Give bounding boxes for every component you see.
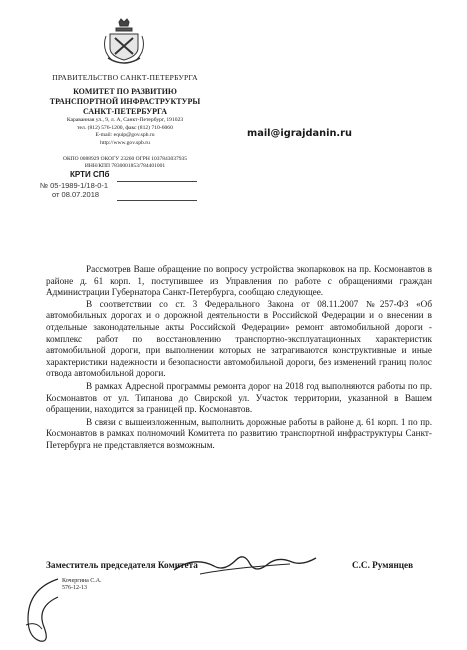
registry-codes [30,156,220,170]
paragraph-4: В связи с вышеизложенным, выполнить дорожные работы в районе д. 61 корп. 1 по пр. Космонавтов в рамках полномочий Комитета по развитию транспортной инфраструктуры Санкт-Петербурга не представляется возможным. [46,416,432,450]
government-name: ПРАВИТЕЛЬСТВО САНКТ-ПЕТЕРБУРГА [52,73,198,82]
registration-date: от 08.07.2018 [52,190,100,199]
committee-contacts [30,117,220,147]
phone-fax-line: тел. (812) 576-1200, факс (812) 710-6060 [77,124,173,131]
email-line: E-mail: equip@gov.spb.ru [95,132,155,139]
registration-number-line [117,181,197,182]
recipient-email: mail@igrajdanin.ru [247,128,352,139]
signatory-title: Заместитель председателя Комитета [46,560,198,570]
committee-line-1: КОМИТЕТ ПО РАЗВИТИЮ [73,87,177,96]
address-line: Караванная ул., 9, л. А, Санкт-Петербург, 191023 [66,117,184,123]
committee-line-2: ТРАНСПОРТНОЙ ИНФРАСТРУКТУРЫ [49,97,201,106]
website-line: http://www.gov.spb.ru [100,139,150,146]
codes-line-2: ИНН/КПП 7830001853/784401001 [84,163,166,169]
committee-name [30,87,220,117]
registration-number: № 05-1989-1/18-0-1 [40,181,109,190]
letter-body [46,264,432,452]
executor-phone: 576-12-13 [62,585,87,592]
codes-line-1: ОКПО 0088929 ОКОГУ 23260 ОГРН 1037843037935 [63,156,187,162]
paragraph-1: Рассмотрев Ваше обращение по вопросу устройства экопарковок на пр. Космонавтов в районе д. 61 корп. 1, поступившее из Управления по работе с обращениями граждан Администрации Губернатора Санкт-Петербурга, сообщаю следующее. [46,264,432,298]
handwritten-signature [170,548,320,578]
committee-line-3: САНКТ-ПЕТЕРБУРГА [82,107,168,116]
signatory-name: С.С. Румянцев [352,560,414,570]
executor-info [62,578,102,593]
executor-name: Кочергина С.А. [62,578,102,584]
paragraph-3: В рамках Адресной программы ремонта дорог на 2018 год выполняются работы по пр. Космонавтов от ул. Типанова до Свирской ул. Участок территории, указанной в Вашем обращении, находится за границей пр. Космонавтов. [46,380,432,415]
initials-scribble [18,575,66,645]
spb-coat-of-arms-emblem [102,18,146,66]
registration-stamp: КРТИ СПб [70,170,110,179]
registration-date-line [117,200,197,201]
paragraph-2: В соответствии со ст. 3 Федерального Закона от 08.11.2007 №257-ФЗ «Об автомобильных дорогах и о дорожной деятельности в Российской Федерации и о внесении в отдельные законодательные акты Российской Федерации» ремонт автомобильной дороги - комплекс работ по восстановлению транспортно-эксплуатационных характеристик автомобильной дороги, при выполнении которых не затрагиваются конструктивные и иные характеристики надежности и безопасности автомобильной дороги, без изменений границ полос отвода автомобильной дороги. [46,298,432,379]
